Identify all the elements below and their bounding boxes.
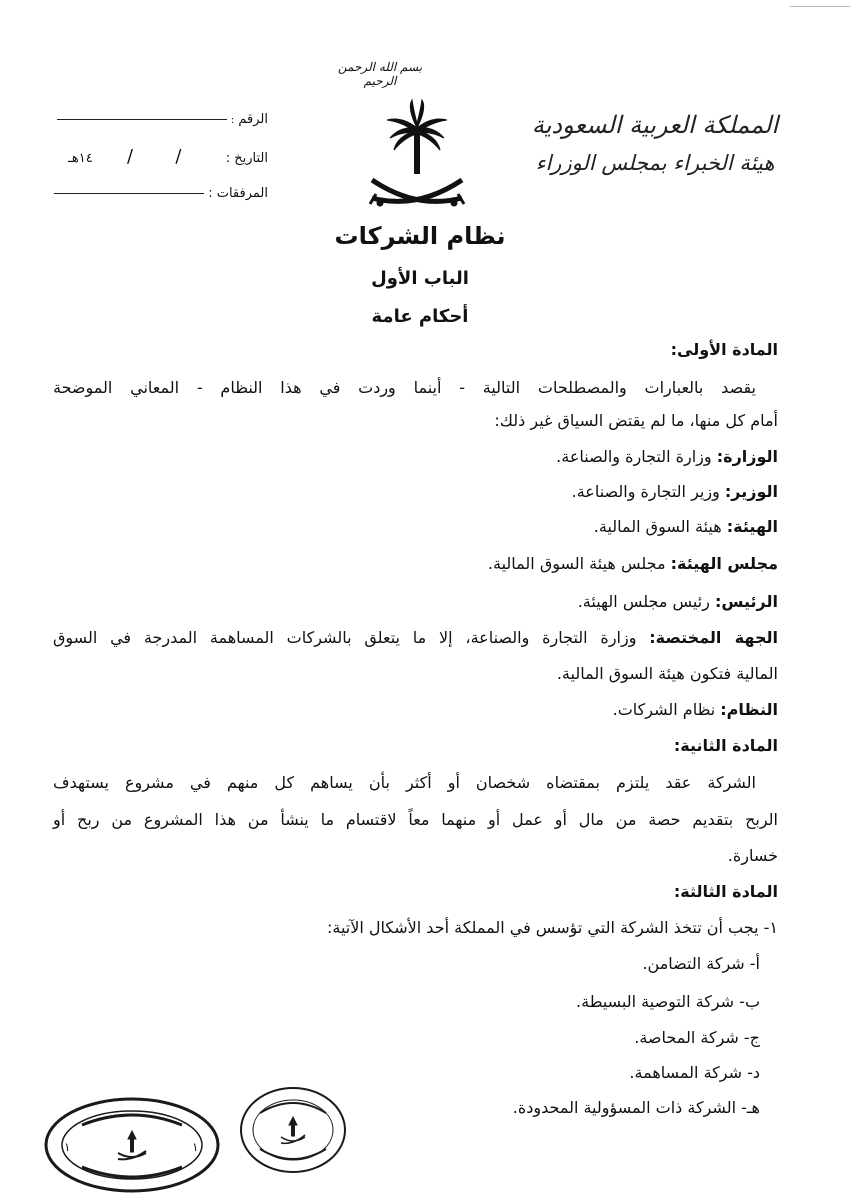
article1-intro-line1: يقصد بالعبارات والمصطلحات التالية - أينما وردت في هذا النظام - المعاني الموضحة (53, 378, 756, 397)
article3-item1: ١- يجب أن تتخذ الشركة التي تؤسس في المملكة أحد الأشكال الآتية: (326, 918, 778, 937)
form-e: هـ- الشركة ذات المسؤولية المحدودة. (512, 1098, 760, 1117)
term-authority-board: مجلس الهيئة: مجلس هيئة السوق المالية. (487, 554, 778, 573)
article3-heading: المادة الثالثة: (673, 882, 778, 901)
form-b: ب- شركة التوصية البسيطة. (576, 992, 760, 1011)
svg-text:١: ١ (192, 1140, 199, 1154)
official-stamp-left-icon (42, 1095, 222, 1195)
term-law: النظام: نظام الشركات. (612, 700, 778, 719)
term-authority: الهيئة: هيئة السوق المالية. (593, 517, 778, 536)
org-name-line1: المملكة العربية السعودية (531, 111, 779, 139)
attachments-line (54, 193, 204, 194)
date-slash-2: / (127, 146, 134, 167)
date-hijri-suffix: ١٤هـ (68, 151, 93, 166)
term-competent-authority: الجهة المختصة: وزارة التجارة والصناعة، إلا ما يتعلق بالشركات المساهمة المدرجة في السوق (53, 628, 779, 647)
palm-and-swords-emblem-icon (362, 98, 472, 223)
article2-line1: الشركة عقد يلتزم بمقتضاه شخصان أو أكثر بأن يساهم كل منهم في مشروع يستهدف (53, 773, 756, 792)
article2-line3: خسارة. (727, 846, 778, 865)
article2-line2: الربح بتقديم حصة من مال أو عمل أو منهما معاً لاقتسام ما ينشأ من هذا المشروع من ربح أو (53, 810, 778, 829)
article1-heading: المادة الأولى: (670, 340, 778, 359)
date-slash-1: / (175, 146, 182, 167)
reference-number-field: الرقم : (28, 112, 268, 127)
basmala: بسم الله الرحمن الرحيم (337, 60, 423, 88)
form-a: أ- شركة التضامن. (642, 954, 760, 973)
top-edge-rule (790, 6, 850, 7)
svg-text:١: ١ (64, 1140, 71, 1154)
part-subtitle: أحكام عامة (371, 306, 469, 327)
attachments-label: المرفقات (216, 186, 268, 201)
attachments-field: المرفقات : (28, 186, 268, 201)
org-name-line2: هيئة الخبراء بمجلس الوزراء (535, 151, 775, 175)
term-competent-authority-cont: المالية فتكون هيئة السوق المالية. (556, 664, 778, 683)
part-heading: الباب الأول (371, 268, 469, 289)
term-ministry: الوزارة: وزارة التجارة والصناعة. (556, 447, 778, 466)
date-field: التاريخ : / / ١٤هـ (68, 146, 268, 167)
document-title: نظام الشركات (334, 222, 506, 250)
ref-line (57, 119, 227, 120)
article2-heading: المادة الثانية: (673, 736, 778, 755)
form-d: د- شركة المساهمة. (629, 1063, 760, 1082)
form-c: ج- شركة المحاصة. (634, 1028, 760, 1047)
ref-label: الرقم (238, 112, 268, 127)
term-minister: الوزير: وزير التجارة والصناعة. (571, 482, 778, 501)
official-stamp-right-icon (238, 1085, 348, 1175)
date-label: التاريخ (234, 151, 268, 166)
article1-intro-line2: أمام كل منها، ما لم يقتض السياق غير ذلك: (494, 411, 778, 430)
term-chairman: الرئيس: رئيس مجلس الهيئة. (577, 592, 778, 611)
